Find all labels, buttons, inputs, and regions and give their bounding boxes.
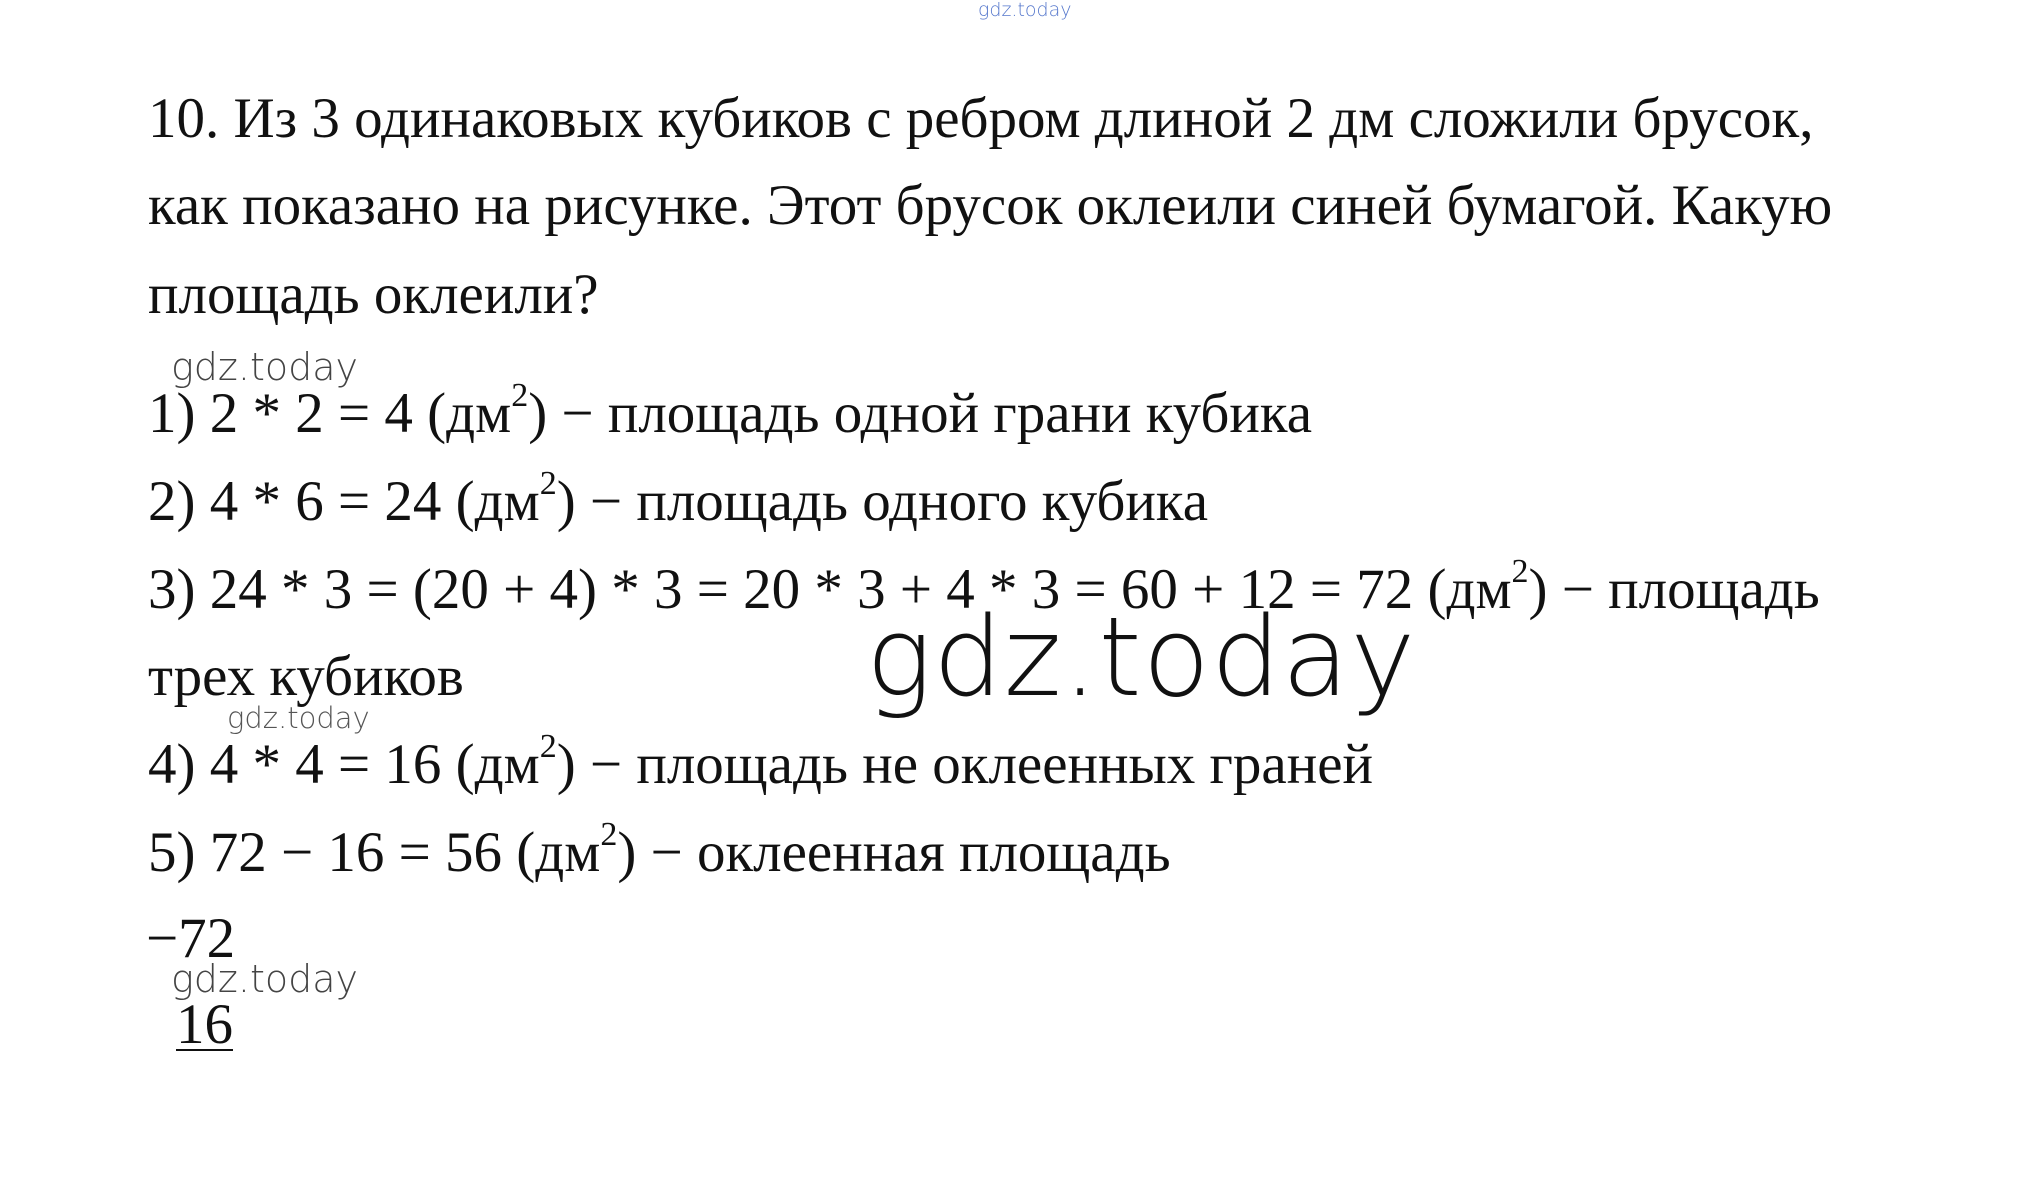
step-5-text-b: ) − оклеенная площадь bbox=[617, 821, 1171, 884]
step-4-superscript: 2 bbox=[539, 728, 557, 765]
step-2-superscript: 2 bbox=[539, 465, 557, 502]
step-3-superscript: 2 bbox=[1511, 553, 1529, 590]
step-1-text-a: 1) 2 * 2 = 4 (дм bbox=[148, 382, 512, 445]
step-3-text-a: 3) 24 * 3 = (20 + 4) * 3 = 20 * 3 + 4 * 3 = 60 + 12 = 72 (дм bbox=[148, 558, 1512, 621]
watermark-big: gdz.today bbox=[866, 593, 1417, 721]
watermark-3: gdz.today bbox=[171, 957, 358, 1001]
problem-line-2: как показано на рисунке. Этот брусок оклеили синей бумагой. Какую bbox=[148, 174, 1833, 237]
step-2 bbox=[148, 465, 1209, 533]
column-minuend: −72 bbox=[146, 907, 236, 970]
column-subtrahend: 16 bbox=[176, 993, 233, 1056]
watermark-1: gdz.today bbox=[171, 345, 358, 389]
step-5-superscript: 2 bbox=[600, 816, 618, 853]
step-1-text-b: ) − площадь одной грани кубика bbox=[528, 382, 1313, 445]
problem-line-3: площадь оклеили? bbox=[148, 263, 599, 326]
watermark-2: gdz.today bbox=[227, 701, 370, 735]
step-3-text-b: ) − площадь bbox=[1528, 558, 1820, 621]
step-5-text-a: 5) 72 − 16 = 56 (дм bbox=[148, 821, 601, 884]
step-4 bbox=[148, 728, 1374, 796]
step-4-text-b: ) − площадь не оклеенных граней bbox=[556, 733, 1374, 796]
step-2-text-a: 2) 4 * 6 = 24 (дм bbox=[148, 470, 540, 533]
step-4-text-a: 4) 4 * 4 = 16 (дм bbox=[148, 733, 540, 796]
watermark-top: gdz.today bbox=[978, 0, 1072, 21]
step-5 bbox=[148, 816, 1171, 884]
step-3-continuation: трех кубиков bbox=[148, 645, 464, 708]
step-1-superscript: 2 bbox=[511, 377, 529, 414]
step-1 bbox=[148, 377, 1313, 445]
step-2-text-b: ) − площадь одного кубика bbox=[556, 470, 1209, 533]
problem-line-1: 10. Из 3 одинаковых кубиков с ребром длиной 2 дм сложили брусок, bbox=[148, 87, 1814, 150]
